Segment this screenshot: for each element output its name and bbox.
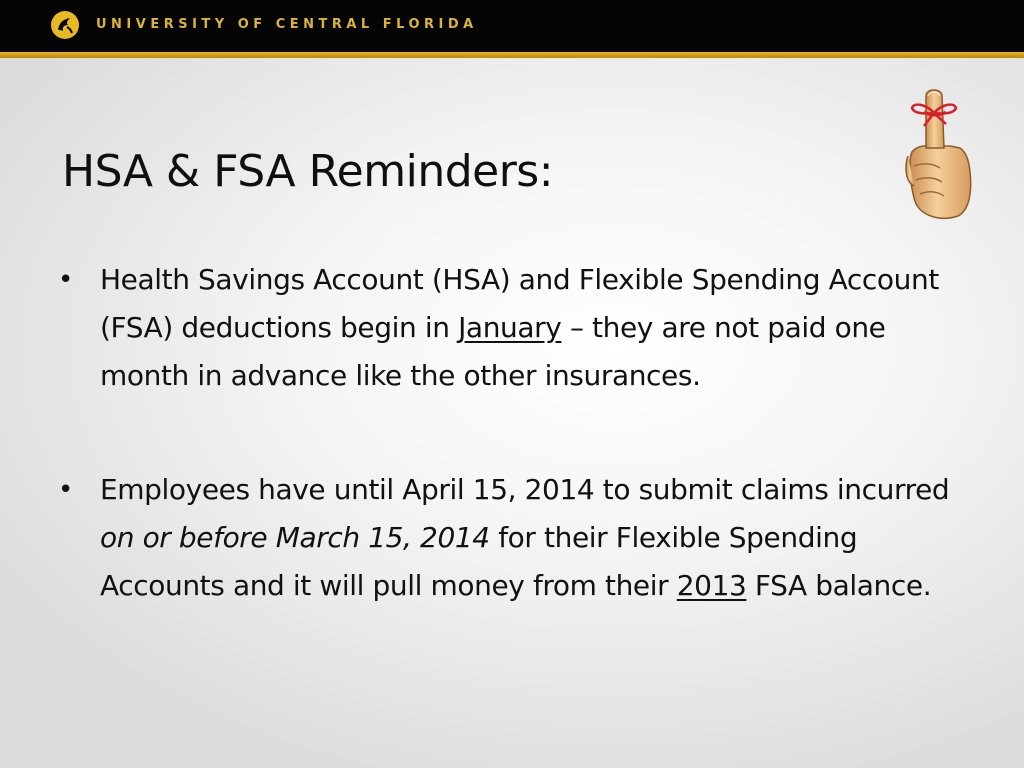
gold-divider [0, 52, 1024, 58]
bullet-item-claims-deadline [58, 466, 978, 610]
underlined-year: 2013 [676, 569, 747, 602]
bullet-text: Employees have until April 15, 2014 to submit claims incurred [100, 473, 950, 506]
bullet-item-hsa-fsa-deductions [58, 256, 978, 400]
ucf-pegasus-icon [50, 10, 80, 40]
header-bar [0, 0, 1024, 52]
university-wordmark: UNIVERSITY OF CENTRAL FLORIDA [96, 17, 478, 32]
bullet-text: FSA balance. [746, 569, 932, 602]
bullet-list [58, 256, 978, 610]
slide-title: HSA & FSA Reminders: [62, 146, 554, 197]
underlined-month: January [458, 311, 562, 344]
finger-with-string-reminder-icon [900, 82, 980, 224]
bullet-text: Health Savings Account (HSA) and Flexible Spending Account (FSA) deductions begin in [100, 263, 939, 344]
bullet-text: for their Flexible Spending Accounts and it will pull money from their [100, 521, 858, 602]
bullet-marker: • [58, 265, 73, 295]
italic-date-range: on or before March 15, 2014 [100, 521, 490, 554]
bullet-text: – they are not paid one month in advance like the other insurances. [100, 311, 886, 392]
bullet-marker: • [58, 475, 73, 505]
